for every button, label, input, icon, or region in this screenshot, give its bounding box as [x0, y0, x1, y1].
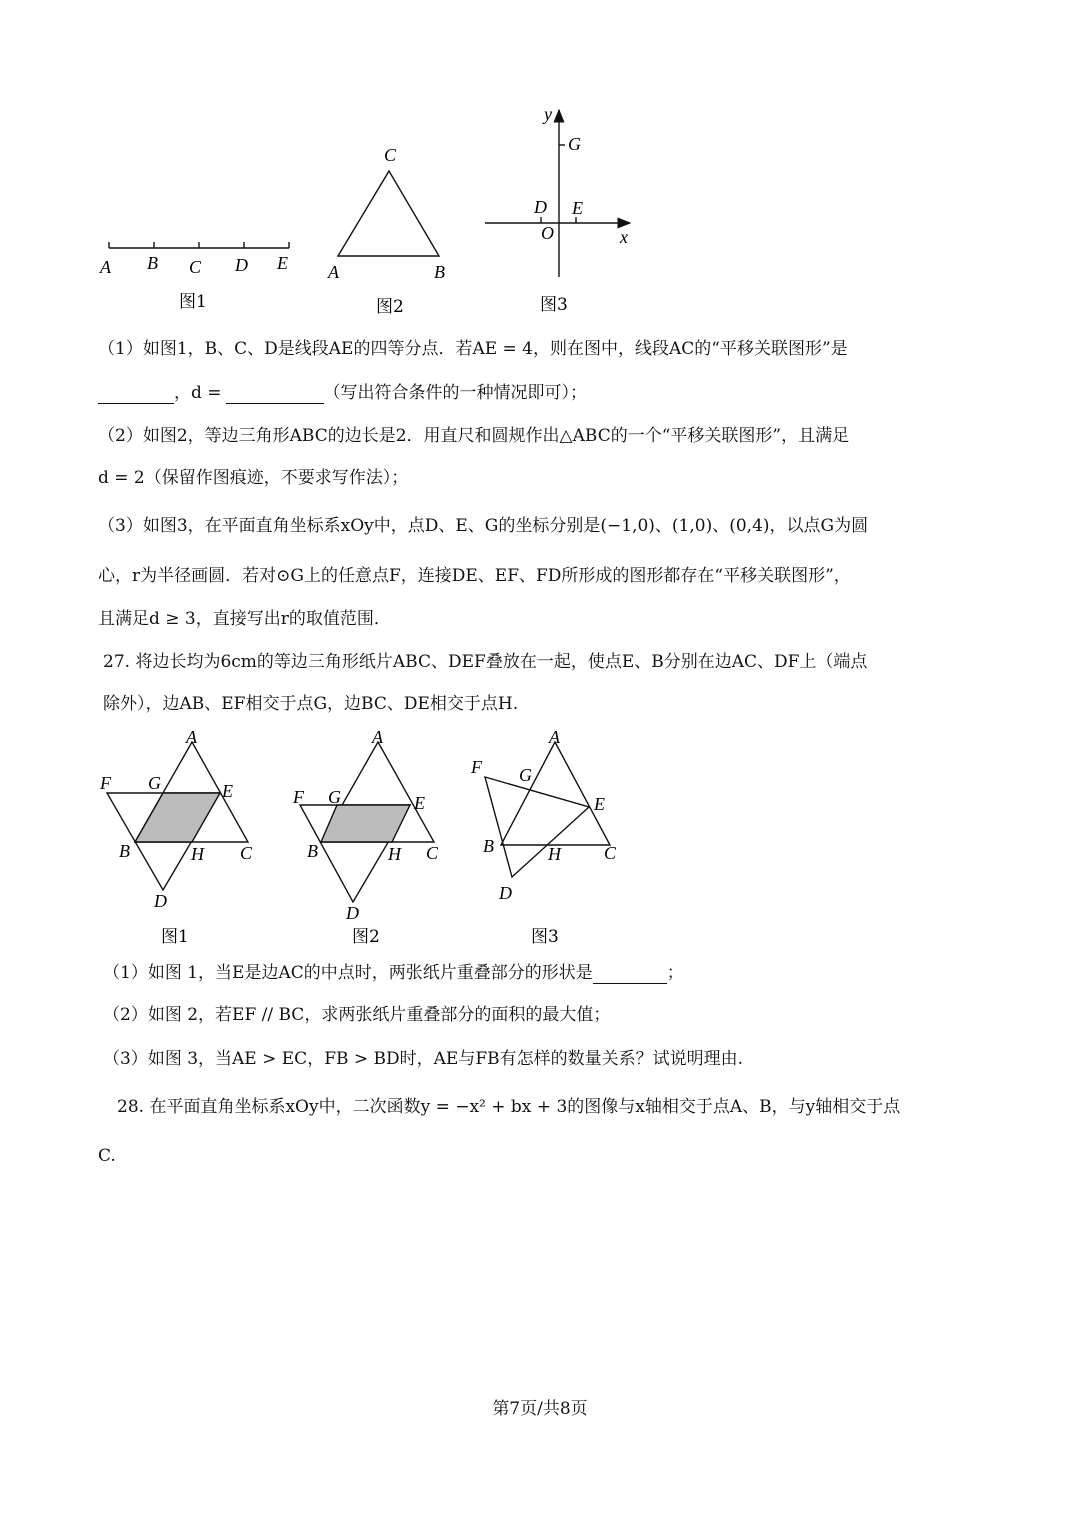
q27f3-label-g: G — [519, 765, 532, 785]
fig1-caption: 图1 — [179, 292, 207, 312]
q27f3-label-a: A — [549, 727, 560, 747]
q27-part1-end: ； — [666, 963, 684, 983]
q26-part3-line3: 且满足d ≥ 3，直接写出r的取值范围． — [98, 609, 391, 629]
fig3-label-d: D — [534, 197, 547, 217]
q27f1-label-f: F — [100, 773, 111, 793]
q27f1-label-a: A — [186, 727, 197, 747]
answer-blank-1[interactable] — [98, 385, 174, 404]
q27-part1-text: （1）如图 1，当E是边AC的中点时，两张纸片重叠部分的形状是 — [103, 963, 593, 983]
q27f2-label-c: C — [426, 843, 439, 863]
fig3-caption: 图3 — [540, 295, 568, 315]
q27-part1 — [103, 962, 684, 984]
q26-part2-line1: （2）如图2，等边三角形ABC的边长是2．用直尺和圆规作出△ABC的一个“平移关联图形”，且满足 — [98, 426, 850, 446]
q27-fig1-caption: 图1 — [161, 927, 189, 947]
q27f2-label-d: D — [346, 903, 359, 923]
fig1-label-c: C — [189, 257, 202, 277]
q27f2-label-g: G — [328, 787, 341, 807]
q27-figure-1 — [95, 725, 270, 950]
q26-part1-line1: （1）如图1，B、C、D是线段AE的四等分点．若AE = 4，则在图中，线段AC的“平移关联图形”是 — [98, 339, 848, 359]
answer-blank-2[interactable] — [226, 385, 324, 404]
fig3-label-x: x — [620, 227, 628, 247]
q27-figure-3 — [465, 725, 640, 950]
fig2-label-c: C — [384, 145, 397, 165]
q27f2-label-h: H — [388, 844, 401, 864]
q27f3-label-h: H — [548, 844, 561, 864]
q27f1-label-h: H — [191, 844, 204, 864]
q27-fig3-caption: 图3 — [531, 927, 559, 947]
q27f2-label-b: B — [307, 841, 318, 861]
q26-part3-line1: （3）如图3，在平面直角坐标系xOy中，点D、E、G的坐标分别是(−1,0)、(1,0)、(0,4)，以点G为圆 — [98, 516, 869, 536]
answer-blank-3[interactable] — [593, 965, 667, 984]
q27f1-label-d: D — [154, 891, 167, 911]
q27f2-label-a: A — [372, 727, 383, 747]
q27f3-label-c: C — [604, 843, 617, 863]
fig1-label-b: B — [147, 253, 158, 273]
q26-part2-line2: d = 2（保留作图痕迹，不要求写作法）； — [98, 468, 409, 488]
q27f2-label-f: F — [293, 787, 304, 807]
q27f3-label-f: F — [471, 757, 482, 777]
fig2-label-a: A — [328, 262, 339, 282]
fig2-label-b: B — [434, 262, 445, 282]
q27f1-label-c: C — [240, 843, 253, 863]
fig3-label-o: O — [541, 223, 554, 243]
q28-line1: 28. 在平面直角坐标系xOy中，二次函数y = −x² + bx + 3的图像与x轴相交于点A、B，与y轴相交于点 — [117, 1097, 901, 1117]
fig1-label-a: A — [100, 257, 111, 277]
q27f1-label-b: B — [119, 841, 130, 861]
q27f2-label-e: E — [414, 793, 425, 813]
q27-intro-line2: 除外），边AB、EF相交于点G，边BC、DE相交于点H. — [103, 694, 519, 714]
q27f3-label-e: E — [594, 794, 605, 814]
q26-part1-note: （写出符合条件的一种情况即可）； — [323, 383, 588, 403]
page-footer: 第7页/共8页 — [492, 1399, 588, 1419]
q27-figure-2 — [290, 725, 460, 950]
figure-2-triangle — [320, 140, 460, 325]
figure-1-segment — [95, 235, 305, 320]
q26-part1-line2 — [98, 382, 587, 404]
q27f3-label-d: D — [499, 883, 512, 903]
figure-3-axes — [480, 100, 650, 322]
q26-part3-line2: 心，r为半径画圆．若对⊙G上的任意点F，连接DE、EF、FD所形成的图形都存在“平移关联图形”， — [98, 566, 851, 586]
q27-fig2-caption: 图2 — [352, 927, 380, 947]
fig2-caption: 图2 — [376, 297, 404, 317]
fig3-label-g: G — [568, 134, 581, 154]
fig3-label-y: y — [544, 104, 552, 124]
q27-part2: （2）如图 2，若EF // BC，求两张纸片重叠部分的面积的最大值； — [103, 1005, 611, 1025]
fig1-label-d: D — [235, 255, 248, 275]
q27-intro-line1: 27. 将边长均为6cm的等边三角形纸片ABC、DEF叠放在一起，使点E、B分别在边AC、DF上（端点 — [103, 652, 868, 672]
fig1-label-e: E — [277, 253, 288, 273]
q27f3-label-b: B — [483, 836, 494, 856]
q26-part1-d-label: ，d = — [174, 383, 222, 403]
q27f1-label-g: G — [148, 773, 161, 793]
q28-line2: C. — [98, 1146, 116, 1166]
fig3-label-e: E — [572, 198, 583, 218]
q27-part3: （3）如图 3，当AE > EC，FB > BD时，AE与FB有怎样的数量关系？试说明理由. — [103, 1049, 744, 1069]
q27f1-label-e: E — [222, 781, 233, 801]
